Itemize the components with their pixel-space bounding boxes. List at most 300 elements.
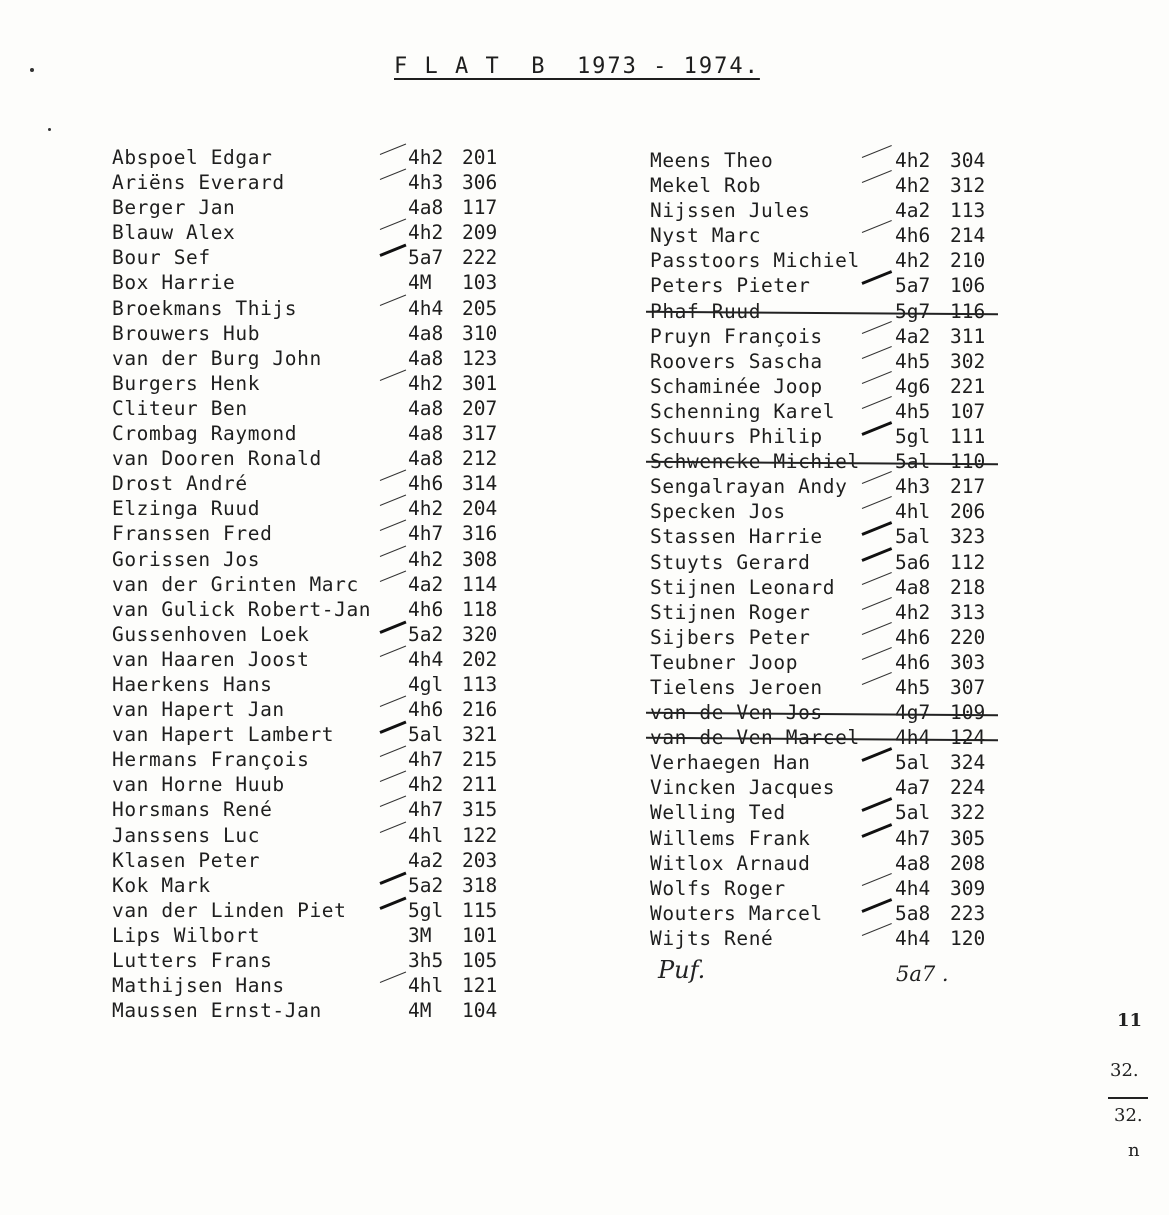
handwritten-code-note: 5a7 . bbox=[896, 962, 949, 986]
class-code: 5gl bbox=[408, 898, 444, 922]
resident-row bbox=[112, 572, 512, 597]
resident-name: Bour Sef bbox=[112, 246, 211, 270]
resident-name: Lutters Frans bbox=[112, 949, 273, 972]
resident-name: Stuyts Gerard bbox=[650, 550, 811, 574]
resident-row bbox=[650, 299, 1000, 324]
resident-row bbox=[112, 898, 512, 923]
resident-name: Willems Frank bbox=[650, 826, 811, 850]
room-number: 214 bbox=[950, 224, 986, 248]
resident-row bbox=[650, 625, 1000, 650]
check-mark bbox=[380, 746, 406, 757]
check-mark bbox=[379, 896, 406, 909]
room-number: 309 bbox=[950, 876, 986, 900]
class-code: 5al bbox=[895, 450, 931, 474]
resident-name: Gorissen Jos bbox=[112, 547, 261, 571]
class-code: 4h7 bbox=[408, 522, 444, 546]
class-code: 4hl bbox=[895, 500, 931, 524]
resident-row bbox=[650, 725, 1000, 750]
room-number: 202 bbox=[462, 647, 498, 671]
room-number: 216 bbox=[462, 698, 498, 722]
resident-name: Burgers Henk bbox=[112, 371, 261, 395]
resident-row bbox=[112, 296, 512, 321]
resident-name: Stassen Harrie bbox=[650, 525, 823, 549]
resident-row bbox=[650, 800, 1000, 825]
resident-name: Janssens Luc bbox=[112, 823, 261, 847]
room-number: 303 bbox=[950, 650, 986, 674]
class-code: 4a8 bbox=[408, 422, 444, 446]
resident-name: Nyst Marc bbox=[650, 224, 762, 248]
resident-name: van Hapert Jan bbox=[112, 698, 285, 722]
resident-row bbox=[112, 823, 512, 848]
resident-row bbox=[112, 421, 512, 446]
class-code: 4h3 bbox=[408, 171, 444, 195]
resident-name: Maussen Ernst-Jan bbox=[112, 999, 322, 1023]
resident-name: van der Linden Piet bbox=[112, 898, 347, 922]
resident-row bbox=[112, 245, 512, 270]
room-number: 324 bbox=[950, 751, 986, 775]
room-number: 222 bbox=[462, 246, 498, 270]
room-number: 120 bbox=[950, 926, 986, 950]
check-mark bbox=[862, 145, 892, 158]
class-code: 4h2 bbox=[408, 773, 444, 797]
resident-row bbox=[112, 496, 512, 521]
handwritten-name-note: Puf. bbox=[658, 956, 706, 984]
resident-row bbox=[112, 446, 512, 471]
resident-name: Meens Theo bbox=[650, 149, 774, 172]
class-code: 4h2 bbox=[895, 600, 931, 624]
resident-row bbox=[112, 873, 512, 898]
class-code: 4h4 bbox=[408, 647, 444, 671]
room-number: 223 bbox=[950, 901, 986, 925]
resident-name: van Horne Huub bbox=[112, 773, 285, 797]
margin-count: 11 bbox=[1117, 1010, 1143, 1031]
right-name-list bbox=[650, 148, 1000, 951]
class-code: 4M bbox=[408, 999, 432, 1023]
left-name-list bbox=[112, 145, 512, 1023]
resident-row bbox=[650, 198, 1000, 223]
page-title: F L A T B 1973 - 1974. bbox=[394, 54, 760, 79]
resident-row bbox=[650, 550, 1000, 575]
resident-name: Berger Jan bbox=[112, 196, 236, 220]
resident-name: Ariëns Everard bbox=[112, 171, 285, 195]
room-number: 315 bbox=[462, 798, 498, 822]
room-number: 311 bbox=[950, 324, 986, 348]
resident-name: Vincken Jacques bbox=[650, 776, 836, 800]
class-code: 5al bbox=[895, 801, 931, 825]
room-number: 212 bbox=[462, 447, 498, 471]
class-code: 4a2 bbox=[408, 572, 444, 596]
resident-name: Schwencke Michiel bbox=[650, 450, 860, 474]
resident-name: Franssen Fred bbox=[112, 522, 273, 546]
class-code: 5a7 bbox=[408, 246, 444, 270]
resident-row bbox=[112, 597, 512, 622]
check-mark bbox=[379, 721, 406, 734]
resident-row bbox=[650, 499, 1000, 524]
resident-row bbox=[650, 273, 1000, 298]
resident-name: Specken Jos bbox=[650, 500, 786, 524]
class-code: 4a8 bbox=[895, 575, 931, 599]
class-code: 4h4 bbox=[895, 726, 931, 750]
resident-row bbox=[112, 321, 512, 346]
resident-name: van der Burg John bbox=[112, 346, 322, 370]
check-mark bbox=[861, 823, 892, 838]
class-code: 4h2 bbox=[408, 547, 444, 571]
resident-row bbox=[650, 399, 1000, 424]
room-number: 114 bbox=[462, 572, 498, 596]
resident-row bbox=[112, 747, 512, 772]
room-number: 320 bbox=[462, 622, 498, 646]
resident-row bbox=[112, 521, 512, 546]
resident-name: Wolfs Roger bbox=[650, 876, 786, 900]
resident-name: Tielens Jeroen bbox=[650, 675, 823, 699]
class-code: 4h6 bbox=[408, 597, 444, 621]
check-mark bbox=[379, 620, 406, 633]
room-number: 107 bbox=[950, 399, 986, 423]
check-mark bbox=[380, 771, 406, 782]
class-code: 5al bbox=[408, 723, 444, 747]
check-mark bbox=[861, 898, 892, 913]
room-number: 118 bbox=[462, 597, 498, 621]
resident-row bbox=[112, 195, 512, 220]
resident-row bbox=[112, 772, 512, 797]
class-code: 4gl bbox=[408, 672, 444, 696]
check-mark bbox=[380, 545, 406, 556]
class-code: 4M bbox=[408, 271, 432, 295]
room-number: 109 bbox=[950, 701, 986, 725]
class-code: 4h7 bbox=[408, 798, 444, 822]
class-code: 4h3 bbox=[895, 475, 931, 499]
class-code: 4h2 bbox=[895, 249, 931, 273]
room-number: 307 bbox=[950, 675, 986, 699]
resident-name: Blauw Alex bbox=[112, 221, 236, 245]
resident-name: Schenning Karel bbox=[650, 399, 836, 423]
resident-name: Abspoel Edgar bbox=[112, 146, 273, 169]
resident-name: Gussenhoven Loek bbox=[112, 622, 310, 646]
class-code: 4h7 bbox=[408, 748, 444, 772]
class-code: 4h7 bbox=[895, 826, 931, 850]
room-number: 215 bbox=[462, 748, 498, 772]
resident-row bbox=[112, 547, 512, 572]
room-number: 201 bbox=[462, 146, 498, 169]
check-mark bbox=[380, 570, 406, 581]
resident-name: Drost André bbox=[112, 472, 248, 496]
resident-name: van Dooren Ronald bbox=[112, 447, 322, 471]
resident-name: van de Ven Jos bbox=[650, 701, 823, 725]
resident-name: Stijnen Leonard bbox=[650, 575, 836, 599]
resident-row bbox=[112, 220, 512, 245]
check-mark bbox=[380, 796, 406, 807]
resident-row bbox=[650, 524, 1000, 549]
check-mark bbox=[380, 169, 406, 180]
resident-row bbox=[112, 697, 512, 722]
resident-row bbox=[650, 148, 1000, 173]
resident-row bbox=[650, 700, 1000, 725]
check-mark bbox=[380, 972, 406, 983]
room-number: 205 bbox=[462, 296, 498, 320]
resident-row bbox=[650, 826, 1000, 851]
paper-speck bbox=[48, 128, 51, 131]
resident-row bbox=[112, 145, 512, 170]
resident-name: Hermans François bbox=[112, 748, 310, 772]
resident-row bbox=[112, 973, 512, 998]
check-mark bbox=[861, 271, 892, 286]
resident-row bbox=[650, 650, 1000, 675]
resident-row bbox=[650, 248, 1000, 273]
class-code: 4hl bbox=[408, 823, 444, 847]
room-number: 122 bbox=[462, 823, 498, 847]
room-number: 113 bbox=[950, 199, 986, 223]
room-number: 116 bbox=[950, 299, 986, 323]
room-number: 207 bbox=[462, 396, 498, 420]
room-number: 305 bbox=[950, 826, 986, 850]
class-code: 3h5 bbox=[408, 949, 444, 972]
resident-row bbox=[650, 901, 1000, 926]
class-code: 5al bbox=[895, 751, 931, 775]
resident-name: Wouters Marcel bbox=[650, 901, 823, 925]
resident-name: Mathijsen Hans bbox=[112, 974, 285, 998]
class-code: 4h6 bbox=[895, 224, 931, 248]
class-code: 4a8 bbox=[408, 321, 444, 345]
resident-name: Crombag Raymond bbox=[112, 422, 298, 446]
resident-row bbox=[650, 173, 1000, 198]
resident-row bbox=[650, 575, 1000, 600]
check-mark bbox=[380, 520, 406, 531]
room-number: 313 bbox=[950, 600, 986, 624]
check-mark bbox=[379, 871, 406, 884]
resident-row bbox=[650, 600, 1000, 625]
room-number: 110 bbox=[950, 450, 986, 474]
resident-name: Schaminée Joop bbox=[650, 374, 823, 398]
check-mark bbox=[380, 144, 406, 155]
resident-name: van de Ven Marcel bbox=[650, 726, 860, 750]
class-code: 5a2 bbox=[408, 873, 444, 897]
margin-count: 32. bbox=[1110, 1060, 1139, 1081]
margin-count: n bbox=[1128, 1140, 1140, 1161]
resident-name: Brouwers Hub bbox=[112, 321, 261, 345]
check-mark bbox=[379, 244, 406, 257]
class-code: 4h2 bbox=[408, 146, 444, 169]
resident-row bbox=[112, 647, 512, 672]
class-code: 4a2 bbox=[408, 848, 444, 872]
resident-name: Nijssen Jules bbox=[650, 199, 811, 223]
class-code: 4h4 bbox=[895, 876, 931, 900]
resident-row bbox=[112, 722, 512, 747]
resident-row bbox=[112, 998, 512, 1023]
resident-name: Cliteur Ben bbox=[112, 396, 248, 420]
resident-row bbox=[650, 449, 1000, 474]
resident-name: Mekel Rob bbox=[650, 174, 762, 198]
room-number: 310 bbox=[462, 321, 498, 345]
class-code: 4h4 bbox=[408, 296, 444, 320]
room-number: 112 bbox=[950, 550, 986, 574]
check-mark bbox=[380, 294, 406, 305]
class-code: 4h2 bbox=[408, 371, 444, 395]
resident-name: Lips Wilbort bbox=[112, 923, 261, 947]
class-code: 4h2 bbox=[895, 149, 931, 172]
room-number: 204 bbox=[462, 497, 498, 521]
room-number: 217 bbox=[950, 475, 986, 499]
check-mark bbox=[380, 470, 406, 481]
resident-row bbox=[650, 926, 1000, 951]
room-number: 318 bbox=[462, 873, 498, 897]
room-number: 206 bbox=[950, 500, 986, 524]
resident-row bbox=[112, 923, 512, 948]
resident-row bbox=[650, 374, 1000, 399]
class-code: 5a7 bbox=[895, 274, 931, 298]
class-code: 4a8 bbox=[408, 396, 444, 420]
resident-name: Witlox Arnaud bbox=[650, 851, 811, 875]
room-number: 103 bbox=[462, 271, 498, 295]
resident-name: Sijbers Peter bbox=[650, 625, 811, 649]
check-mark bbox=[380, 696, 406, 707]
check-mark bbox=[861, 421, 892, 436]
resident-name: van der Grinten Marc bbox=[112, 572, 359, 596]
check-mark bbox=[380, 219, 406, 230]
room-number: 211 bbox=[462, 773, 498, 797]
resident-name: Verhaegen Han bbox=[650, 751, 811, 775]
resident-row bbox=[650, 349, 1000, 374]
check-mark bbox=[380, 495, 406, 506]
resident-name: Teubner Joop bbox=[650, 650, 799, 674]
class-code: 4a2 bbox=[895, 199, 931, 223]
resident-name: van Haaren Joost bbox=[112, 647, 310, 671]
room-number: 220 bbox=[950, 625, 986, 649]
resident-row bbox=[112, 270, 512, 295]
room-number: 322 bbox=[950, 801, 986, 825]
class-code: 4a8 bbox=[895, 851, 931, 875]
room-number: 117 bbox=[462, 196, 498, 220]
class-code: 5a6 bbox=[895, 550, 931, 574]
resident-name: Wijts René bbox=[650, 926, 774, 950]
room-number: 208 bbox=[950, 851, 986, 875]
room-number: 302 bbox=[950, 349, 986, 373]
room-number: 221 bbox=[950, 374, 986, 398]
resident-name: Roovers Sascha bbox=[650, 349, 823, 373]
resident-row bbox=[650, 223, 1000, 248]
check-mark bbox=[861, 547, 892, 562]
class-code: 5a8 bbox=[895, 901, 931, 925]
check-mark bbox=[861, 798, 892, 813]
class-code: 4a8 bbox=[408, 196, 444, 220]
paper-speck bbox=[30, 68, 34, 72]
class-code: 4h2 bbox=[408, 497, 444, 521]
room-number: 308 bbox=[462, 547, 498, 571]
room-number: 210 bbox=[950, 249, 986, 273]
resident-name: Passtoors Michiel bbox=[650, 249, 860, 273]
resident-row bbox=[112, 797, 512, 822]
class-code: 4h6 bbox=[408, 472, 444, 496]
resident-name: van Hapert Lambert bbox=[112, 723, 335, 747]
room-number: 306 bbox=[462, 171, 498, 195]
class-code: 4h4 bbox=[895, 926, 931, 950]
class-code: 4h6 bbox=[895, 650, 931, 674]
resident-row bbox=[112, 170, 512, 195]
room-number: 312 bbox=[950, 174, 986, 198]
room-number: 104 bbox=[462, 999, 498, 1023]
room-number: 113 bbox=[462, 672, 498, 696]
class-code: 4a7 bbox=[895, 776, 931, 800]
class-code: 4g7 bbox=[895, 701, 931, 725]
resident-row bbox=[112, 346, 512, 371]
class-code: 4h2 bbox=[408, 221, 444, 245]
resident-row bbox=[650, 750, 1000, 775]
resident-name: Klasen Peter bbox=[112, 848, 261, 872]
class-code: 4a8 bbox=[408, 447, 444, 471]
class-code: 4g6 bbox=[895, 374, 931, 398]
room-number: 323 bbox=[950, 525, 986, 549]
resident-name: van Gulick Robert-Jan bbox=[112, 597, 372, 621]
class-code: 5al bbox=[895, 525, 931, 549]
room-number: 106 bbox=[950, 274, 986, 298]
resident-row bbox=[650, 324, 1000, 349]
resident-name: Horsmans René bbox=[112, 798, 273, 822]
resident-row bbox=[650, 675, 1000, 700]
resident-name: Kok Mark bbox=[112, 873, 211, 897]
room-number: 101 bbox=[462, 923, 498, 947]
room-number: 123 bbox=[462, 346, 498, 370]
room-number: 115 bbox=[462, 898, 498, 922]
resident-name: Peters Pieter bbox=[650, 274, 811, 298]
resident-row bbox=[650, 775, 1000, 800]
resident-row bbox=[650, 851, 1000, 876]
resident-row bbox=[112, 622, 512, 647]
room-number: 105 bbox=[462, 949, 498, 972]
room-number: 304 bbox=[950, 149, 986, 172]
class-code: 4a8 bbox=[408, 346, 444, 370]
room-number: 301 bbox=[462, 371, 498, 395]
check-mark bbox=[380, 645, 406, 656]
resident-row bbox=[112, 371, 512, 396]
check-mark bbox=[861, 747, 892, 762]
class-code: 5a2 bbox=[408, 622, 444, 646]
resident-row bbox=[112, 948, 512, 973]
class-code: 4h6 bbox=[895, 625, 931, 649]
resident-name: Phaf Ruud bbox=[650, 299, 762, 323]
class-code: 5gl bbox=[895, 425, 931, 449]
room-number: 224 bbox=[950, 776, 986, 800]
room-number: 124 bbox=[950, 726, 986, 750]
class-code: 4hl bbox=[408, 974, 444, 998]
resident-name: Haerkens Hans bbox=[112, 672, 273, 696]
resident-row bbox=[112, 672, 512, 697]
room-number: 121 bbox=[462, 974, 498, 998]
room-number: 111 bbox=[950, 425, 986, 449]
room-number: 209 bbox=[462, 221, 498, 245]
resident-name: Stijnen Roger bbox=[650, 600, 811, 624]
resident-row bbox=[112, 471, 512, 496]
class-code: 5g7 bbox=[895, 299, 931, 323]
room-number: 314 bbox=[462, 472, 498, 496]
room-number: 203 bbox=[462, 848, 498, 872]
resident-name: Schuurs Philip bbox=[650, 425, 823, 449]
margin-rule bbox=[1108, 1097, 1148, 1099]
resident-row bbox=[112, 396, 512, 421]
resident-name: Broekmans Thijs bbox=[112, 296, 298, 320]
check-mark bbox=[380, 821, 406, 832]
room-number: 218 bbox=[950, 575, 986, 599]
check-mark bbox=[861, 522, 892, 537]
resident-row bbox=[650, 474, 1000, 499]
class-code: 4h5 bbox=[895, 675, 931, 699]
room-number: 317 bbox=[462, 422, 498, 446]
resident-name: Box Harrie bbox=[112, 271, 236, 295]
resident-row bbox=[650, 876, 1000, 901]
class-code: 4a2 bbox=[895, 324, 931, 348]
class-code: 4h5 bbox=[895, 399, 931, 423]
class-code: 4h2 bbox=[895, 174, 931, 198]
margin-count: 32. bbox=[1114, 1105, 1143, 1126]
class-code: 4h5 bbox=[895, 349, 931, 373]
